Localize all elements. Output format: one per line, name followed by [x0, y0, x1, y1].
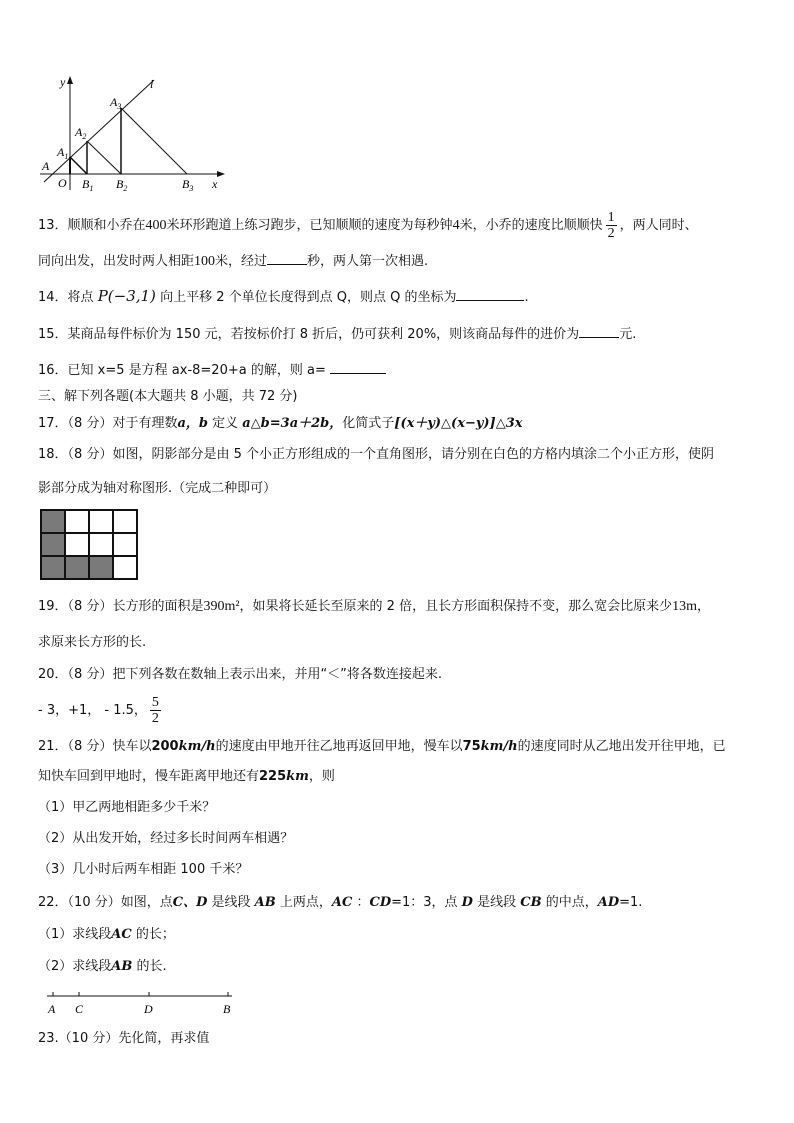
shaded-cell	[41, 533, 65, 556]
question-13-line-2: 同向出发，出发时两人相距100米，经过 秒，两人第一次相遇.	[38, 250, 428, 271]
point-d-label: D	[144, 1002, 153, 1016]
white-cell[interactable]	[89, 510, 113, 533]
question-21-part-1: （1）甲乙两地相距多少千米？	[38, 800, 216, 815]
question-19-line-2: 求原来长方形的长.	[38, 635, 147, 650]
question-20-numbers: - 3，+1， - 1.5， $\frac{5}{2}$	[38, 695, 159, 726]
shaded-cell	[65, 556, 89, 579]
fraction-five-halves: $\frac{5}{2}$	[151, 695, 159, 726]
white-cell[interactable]	[113, 533, 137, 556]
triangle-sequence-figure	[30, 70, 230, 195]
answer-blank-16[interactable]	[330, 359, 386, 374]
white-cell[interactable]	[113, 510, 137, 533]
white-cell[interactable]	[89, 533, 113, 556]
line-l-label: l	[150, 77, 154, 91]
question-22-part-2: （2）求线段AB 的长.	[38, 959, 167, 974]
shaded-cell	[41, 510, 65, 533]
point-b1-label: $B_1$	[82, 177, 94, 193]
answer-blank-14[interactable]	[456, 286, 524, 301]
point-c-label: C	[75, 1002, 84, 1016]
point-b2-label: $B_2$	[116, 177, 128, 193]
answer-blank-15[interactable]	[579, 323, 619, 338]
segment-ab-figure	[42, 988, 242, 1020]
point-b3-label: $B_3$	[182, 177, 194, 193]
axis-y-label: y	[60, 75, 66, 89]
point-a-label: A	[48, 1002, 56, 1016]
white-cell[interactable]	[113, 556, 137, 579]
question-19-line-1: 19．（8 分）长方形的面积是390m²，如果将长延长至原来的 2 倍，且长方形面积保持不变，那么宽会比原来少13m，	[38, 599, 710, 614]
question-18-line-2: 影部分成为轴对称图形.（完成二种即可）	[38, 481, 277, 496]
question-21-part-3: （3）几小时后两车相距 100 千米？	[38, 862, 249, 877]
point-a-label: A	[42, 159, 50, 173]
question-20-line-1: 20．（8 分）把下列各数在数轴上表示出来，并用“＜”将各数连接起来.	[38, 667, 443, 682]
question-21-line-2: 知快车回到甲地时，慢车距离甲地还有225km，则	[38, 769, 335, 784]
question-13-line-1: 13．顺顺和小乔在400米环形跑道上练习跑步，已知顺顺的速度为每秒钟4米，小乔的速度比顺顺快 $\frac{1}{2}$ ，两人同时、	[38, 210, 698, 241]
fraction-one-half: $\frac{1}{2}$	[607, 210, 615, 241]
axis-x-label: x	[212, 177, 218, 191]
point-a1-label: $A_1$	[57, 145, 69, 161]
point-a2-label: $A_2$	[75, 125, 87, 141]
question-15: 15．某商品每件标价为 150 元，若按标价打 8 折后，仍可获利 20%，则该商品每件的进价为 元.	[38, 323, 636, 344]
question-21-line-1: 21．（8 分）快车以200km/h的速度由甲地开往乙地再返回甲地，慢车以75km/h的速度同时从乙地出发开往甲地，已	[38, 739, 726, 754]
question-21-part-2: （2）从出发开始，经过多长时间两车相遇？	[38, 831, 294, 846]
answer-blank-13[interactable]	[267, 250, 307, 265]
shaded-cell	[89, 556, 113, 579]
question-17: 17．（8 分）对于有理数a，b 定义 a△b=3a＋2b，化简式子[(x＋y)△(x−y)]△3x	[38, 416, 523, 431]
origin-label: O	[58, 176, 67, 190]
point-a3-label: $A_3$	[110, 95, 122, 111]
shaded-cell	[41, 556, 65, 579]
question-18-line-1: 18．（8 分）如图，阴影部分是由 5 个小正方形组成的一个直角图形，请分别在白色的方格内填涂二个小正方形，使阴	[38, 447, 714, 462]
shading-grid	[40, 509, 136, 579]
white-cell[interactable]	[65, 533, 89, 556]
question-23: 23.（10 分）先化简，再求值	[38, 1031, 210, 1046]
question-14: 14．将点 P(−3,1) 向上平移 2 个单位长度得到点 Q，则点 Q 的坐标为 .	[38, 287, 529, 305]
point-b-label: B	[223, 1002, 231, 1016]
question-22-line-1: 22．（10 分）如图，点C、D 是线段 AB 上两点，AC ：CD=1：3，点 D 是线段 CB 的中点，AD=1.	[38, 895, 643, 910]
question-22-part-1: （1）求线段AC 的长；	[38, 927, 175, 942]
white-cell[interactable]	[65, 510, 89, 533]
question-16: 16．已知 x=5 是方程 ax-8=20+a 的解，则 a=	[38, 359, 386, 380]
section-3-heading: 三、解下列各题(本大题共 8 小题，共 72 分)	[38, 389, 298, 404]
